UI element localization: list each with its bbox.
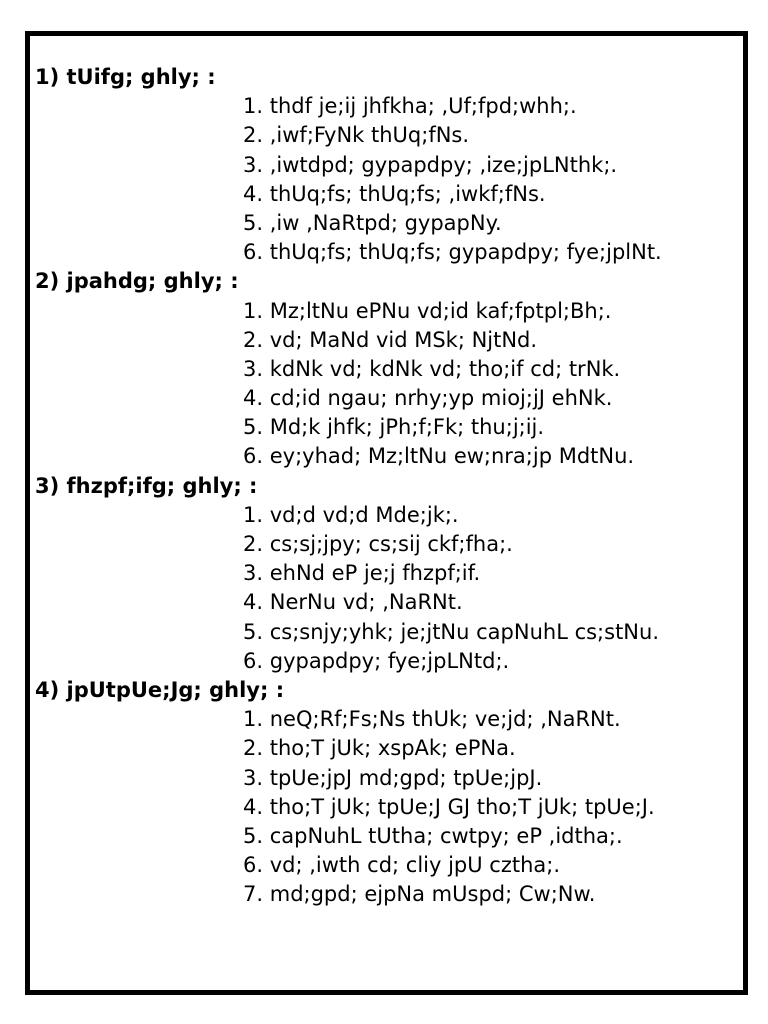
item-text: tpUe;jpJ md;gpd; tpUe;jpJ. [269, 765, 543, 790]
list-item [35, 238, 735, 267]
list-item [35, 822, 735, 851]
item-number: 2. [243, 327, 264, 352]
list-item [35, 413, 735, 442]
item-text: vd; MaNd vid MSk; NjtNd. [269, 327, 538, 352]
item-number: 5. [243, 619, 264, 644]
item-text: thdf je;ij jhfkha; ,Uf;fpd;whh;. [269, 94, 577, 119]
list-item [35, 326, 735, 355]
item-number: 2. [243, 736, 264, 761]
item-number: 1. [243, 94, 264, 119]
list-item [35, 442, 735, 471]
section-heading: 3) fhzpf;ifg; ghly; : [35, 473, 258, 498]
section-heading: 4) jpUtpUe;Jg; ghly; : [35, 677, 285, 702]
list-item [35, 151, 735, 180]
item-number: 4. [243, 181, 264, 206]
item-number: 5. [243, 823, 264, 848]
list-item [35, 92, 735, 121]
item-number: 1. [243, 298, 264, 323]
item-number: 3. [243, 356, 264, 381]
list-item [35, 297, 735, 326]
item-text: ,iw ,NaRtpd; gypapNy. [269, 210, 502, 235]
list-item [35, 764, 735, 793]
item-text: gypapdpy; fye;jpLNtd;. [269, 648, 510, 673]
list-item [35, 559, 735, 588]
item-number: 3. [243, 152, 264, 177]
item-text: capNuhL tUtha; cwtpy; eP ,idtha;. [269, 823, 623, 848]
section-1 [35, 63, 735, 267]
item-text: vd;d vd;d Mde;jk;. [269, 502, 459, 527]
list-item [35, 588, 735, 617]
section-4 [35, 676, 735, 910]
item-number: 4. [243, 386, 264, 411]
item-number: 6. [243, 444, 264, 469]
item-text: NerNu vd; ,NaRNt. [269, 590, 463, 615]
list-item [35, 618, 735, 647]
list-item [35, 180, 735, 209]
item-text: neQ;Rf;Fs;Ns thUk; ve;jd; ,NaRNt. [269, 707, 621, 732]
item-number: 6. [243, 240, 264, 265]
item-text: ey;yhad; Mz;ltNu ew;nra;jp MdtNu. [269, 444, 635, 469]
item-number: 1. [243, 707, 264, 732]
item-number: 3. [243, 561, 264, 586]
item-text: vd; ,iwth cd; cliy jpU cztha;. [269, 853, 561, 878]
item-number: 6. [243, 853, 264, 878]
section-2 [35, 267, 735, 471]
item-text: thUq;fs; thUq;fs; ,iwkf;fNs. [269, 181, 546, 206]
list-item [35, 121, 735, 150]
item-text: Mz;ltNu ePNu vd;id kaf;fptpl;Bh;. [269, 298, 612, 323]
list-item [35, 851, 735, 880]
item-number: 6. [243, 648, 264, 673]
item-text: cs;snjy;yhk; je;jtNu capNuhL cs;stNu. [269, 619, 660, 644]
list-item [35, 501, 735, 530]
item-text: cs;sj;jpy; cs;sij ckf;fha;. [269, 532, 513, 556]
item-text: Md;k jhfk; jPh;f;Fk; thu;j;ij. [269, 415, 545, 440]
item-number: 2. [243, 532, 264, 556]
list-item [35, 880, 735, 909]
list-item [35, 647, 735, 676]
item-text: ,iwtdpd; gypapdpy; ,ize;jpLNthk;. [269, 152, 618, 177]
item-number: 7. [243, 882, 264, 907]
list-item [35, 734, 735, 763]
list-item [35, 355, 735, 384]
list-item [35, 384, 735, 413]
item-number: 5. [243, 210, 264, 235]
section-heading: 2) jpahdg; ghly; : [35, 269, 239, 294]
item-number: 2. [243, 123, 264, 148]
item-text: tho;T jUk; tpUe;J GJ tho;T jUk; tpUe;J. [269, 794, 655, 819]
item-text: thUq;fs; thUq;fs; gypapdpy; fye;jplNt. [269, 240, 662, 265]
list-item [35, 793, 735, 822]
item-number: 5. [243, 415, 264, 440]
item-text: ehNd eP je;j fhzpf;if. [269, 561, 481, 586]
item-number: 4. [243, 590, 264, 615]
item-text: ,iwf;FyNk thUq;fNs. [269, 123, 470, 148]
list-item [35, 705, 735, 734]
item-text: tho;T jUk; xspAk; ePNa. [269, 736, 516, 761]
item-number: 3. [243, 765, 264, 790]
item-number: 4. [243, 794, 264, 819]
item-text: md;gpd; ejpNa mUspd; Cw;Nw. [269, 882, 596, 907]
item-text: kdNk vd; kdNk vd; tho;if cd; trNk. [269, 356, 621, 381]
section-heading: 1) tUifg; ghly; : [35, 65, 216, 89]
section-3 [35, 472, 735, 676]
item-number: 1. [243, 502, 264, 527]
item-text: cd;id ngau; nrhy;yp mioj;jJ ehNk. [269, 386, 613, 411]
list-item [35, 209, 735, 238]
list-item [35, 530, 735, 559]
song-list [35, 63, 735, 909]
